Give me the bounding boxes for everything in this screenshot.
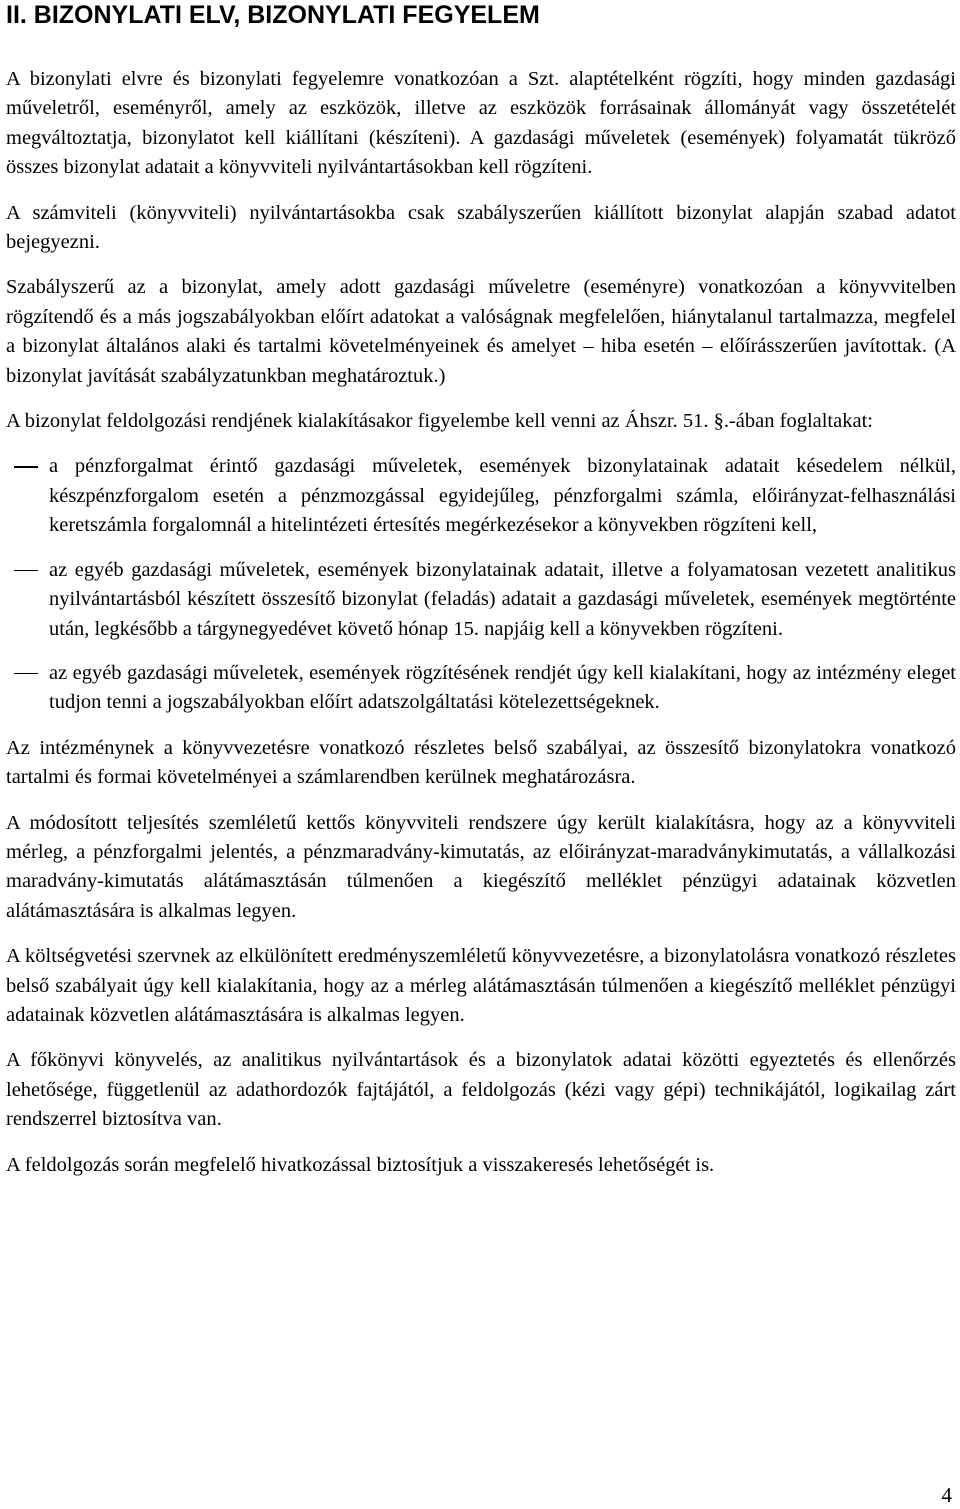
paragraph-ledger-reconciliation: A főkönyvi könyvelés, az analitikus nyilvántartások és a bizonylatok adatai közötti egyeztetés és ellenőrzés lehetősége, függetlenül az adathordozók fajtájától, a feldolgozás (kézi vagy gépi) technikájától, logikailag zárt rendszerrel biztosítva van. [6, 1049, 956, 1131]
paragraph-document-principle: A bizonylati elvre és bizonylati fegyelemre vonatkozóan a Szt. alaptételként rögzíti, hogy minden gazdasági műveletről, eseményről, amely az eszközök, illetve az eszközök forrásainak állományát vagy összetételét megváltoztatja, bizonylatot kell kiállítani (készíteni). A gazdasági műveletek (események) folyamatát tükröző összes bizonylat adatait a könyvviteli nyilvántartásokban kell rögzíteni. [6, 68, 956, 179]
document-page [6, 0, 956, 1180]
list-item-text: az egyéb gazdasági műveletek, események bizonylatainak adatait, illetve a folyamatosan vezetett analitikus nyilvántartásból készített összesítő bizonylat (feladás) adatait a gazdasági műveletek, események megtörténte után, legkésőbb a tárgynegyedévet követő hónap 15. napjáig kell a könyvekben rögzíteni. [49, 558, 956, 640]
dash-bullet-icon [14, 570, 38, 571]
dash-list [6, 452, 956, 717]
paragraph-retrieval: A feldolgozás során megfelelő hivatkozással biztosítjuk a visszakeresés lehetőségét is. [6, 1153, 715, 1176]
list-item-text: az egyéb gazdasági műveletek, események rögzítésének rendjét úgy kell kialakítani, hogy az intézmény eleget tudjon tenni a jogszabályokban előírt adatszolgáltatási kötelezettségeknek. [49, 661, 956, 714]
section-title: II. BIZONYLATI ELV, BIZONYLATI FEGYELEM [6, 1, 540, 29]
paragraph-internal-rules: Az intézménynek a könyvvezetésre vonatkozó részletes belső szabályai, az összesítő bizonylatokra vonatkozó tartalmi és formai követelményei a számlarendben kerülnek meghatározásra. [6, 736, 956, 789]
list-item-text: a pénzforgalmat érintő gazdasági műveletek, események bizonylatainak adatait késedelem nélkül, készpénzforgalom esetén a pénzmozgással egyidejűleg, pénzforgalmi számla, előirányzat-felhasználási keretszámla forgalomnál a hitelintézeti értesítés megérkezésekor a könyvekben rögzíteni kell, [49, 455, 956, 537]
dash-bullet-icon [14, 466, 38, 467]
list-item [6, 452, 956, 540]
list-item [6, 556, 956, 644]
paragraph-recording-rule: A számviteli (könyvviteli) nyilvántartásokba csak szabályszerűen kiállított bizonylat alapján szabad adatot bejegyezni. [6, 201, 956, 254]
dash-bullet-icon [14, 673, 38, 674]
paragraph-double-entry-system: A módosított teljesítés szemléletű kettős könyvviteli rendszere úgy került kialakításra, hogy az a könyvviteli mérleg, a pénzforgalmi jelentés, a pénzmaradvány-kimutatás, az előirányzat-maradványkimutatás, a vállalkozási maradvány-kimutatás alátámasztásán túlmenően a kiegészítő melléklet pénzügyi adatainak közvetlen alátámasztására is alkalmas legyen. [6, 811, 956, 922]
paragraph-budget-body-rules: A költségvetési szervnek az elkülönített eredményszemléletű könyvvezetésre, a bizonylatolásra vonatkozó részletes belső szabályait úgy kell kialakítania, hogy az a mérleg alátámasztásán túlmenően a kiegészítő melléklet pénzügyi adatainak közvetlen alátámasztására is alkalmas legyen. [6, 945, 956, 1026]
page-number: 4 [941, 1483, 952, 1507]
paragraph-processing-order: A bizonylat feldolgozási rendjének kialakításakor figyelembe kell venni az Áhszr. 51. §.-ában foglaltakat: [6, 410, 873, 433]
paragraph-regular-document: Szabályszerű az a bizonylat, amely adott gazdasági műveletre (eseményre) vonatkozóan a könyvvitelben rögzítendő és a más jogszabályokban előírt adatokat a valóságnak megfelelően, hiánytalanul tartalmazza, megfelel a bizonylat általános alaki és tartalmi követelményeinek és amelyet – hiba esetén – előírásszerűen javítottak. (A bizonylat javítását szabályzatunkban meghatároztuk.) [6, 276, 956, 387]
list-item [6, 659, 956, 718]
